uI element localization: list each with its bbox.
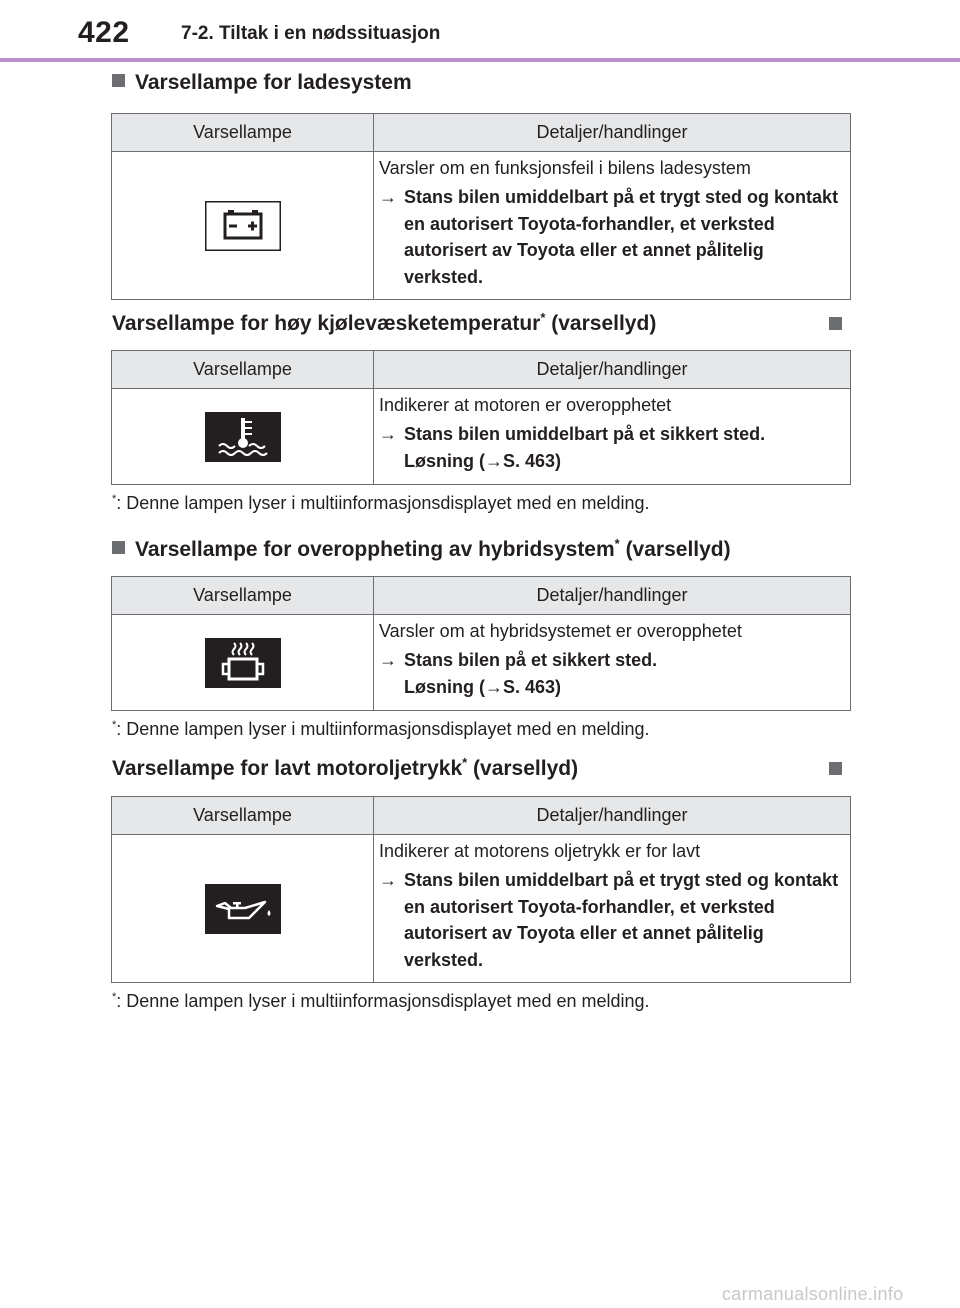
- col-header-details: Detaljer/handlinger: [374, 351, 851, 389]
- description-text: Indikerer at motoren er overopphetet: [379, 395, 672, 415]
- footnote-text: : Denne lampen lyser i multiinformasjonsdisplayet med en melding.: [116, 991, 650, 1011]
- square-bullet-icon: [112, 541, 125, 554]
- heading-hybrid-overheat: [112, 536, 850, 562]
- action-text: [379, 421, 840, 474]
- solution-prefix: Løsning (: [404, 676, 485, 697]
- col-header-lamp: Varsellampe: [112, 351, 374, 389]
- section-title: 7-2. Tiltak i en nødssituasjon: [181, 23, 441, 44]
- page-header: [0, 0, 960, 62]
- heading-coolant-temperature: [112, 310, 850, 336]
- heading-oil-pressure: [112, 755, 850, 781]
- arrow-icon: →: [379, 650, 397, 670]
- hybrid-overheat-icon: [205, 638, 281, 688]
- footnote: [112, 719, 650, 740]
- warning-table-charging: [111, 113, 851, 300]
- heading-suffix: (varsellyd): [619, 538, 731, 561]
- col-header-details: Detaljer/handlinger: [374, 797, 851, 835]
- action-instruction: Stans bilen på et sikkert sted.: [404, 650, 658, 670]
- square-bullet-icon: [829, 762, 842, 775]
- heading-text: Varsellampe for overoppheting av hybridsystem: [135, 538, 615, 561]
- footnote: [112, 493, 650, 514]
- footnote: [112, 991, 650, 1012]
- footnote-text: : Denne lampen lyser i multiinformasjonsdisplayet med en melding.: [116, 493, 650, 513]
- detail-cell: [374, 152, 851, 300]
- col-header-lamp: Varsellampe: [112, 797, 374, 835]
- asterisk-mark: *: [614, 536, 620, 551]
- icon-cell: [112, 389, 374, 485]
- heading-suffix: (varsellyd): [545, 312, 657, 335]
- detail-cell: [374, 835, 851, 983]
- icon-cell: [112, 152, 374, 300]
- footnote-text: : Denne lampen lyser i multiinformasjonsdisplayet med en melding.: [116, 719, 650, 739]
- solution-prefix: Løsning (: [404, 450, 485, 471]
- action-instruction: Stans bilen umiddelbart på et trygt sted og kontakt en autorisert Toyota-forhandler, et verksted autorisert av Toyota eller et annet pålitelig verksted.: [404, 870, 839, 970]
- header-divider: [0, 58, 960, 62]
- arrow-icon: →: [484, 450, 503, 471]
- col-header-details: Detaljer/handlinger: [374, 114, 851, 152]
- col-header-lamp: Varsellampe: [112, 577, 374, 615]
- arrow-icon: →: [484, 676, 503, 697]
- heading-text: Varsellampe for høy kjølevæsketemperatur: [112, 312, 541, 335]
- description-text: Indikerer at motorens oljetrykk er for lavt: [379, 841, 701, 861]
- square-bullet-icon: [829, 317, 842, 330]
- arrow-icon: →: [379, 187, 397, 207]
- battery-warning-icon: [205, 201, 281, 251]
- warning-table-hybrid: [111, 576, 851, 711]
- asterisk-mark: *: [112, 991, 117, 1003]
- icon-cell: [112, 835, 374, 983]
- warning-table-coolant: [111, 350, 851, 485]
- action-text: [379, 647, 840, 700]
- coolant-temperature-icon: [205, 412, 281, 462]
- asterisk-mark: *: [112, 493, 117, 505]
- action-text: [379, 184, 840, 290]
- detail-cell: [374, 615, 851, 711]
- arrow-icon: →: [379, 870, 397, 890]
- action-instruction: Stans bilen umiddelbart på et trygt sted og kontakt en autorisert Toyota-forhandler, et verksted autorisert av Toyota eller et annet pålitelig verksted.: [404, 187, 839, 287]
- action-instruction: Stans bilen umiddelbart på et sikkert sted.: [404, 424, 766, 444]
- square-bullet-icon: [112, 74, 125, 87]
- oil-pressure-icon: [205, 884, 281, 934]
- page-reference-link[interactable]: S. 463): [502, 450, 562, 471]
- description-text: Varsler om at hybridsystemet er overopphetet: [379, 621, 742, 641]
- warning-table-oil: [111, 796, 851, 983]
- watermark: carmanualsonline.info: [722, 1284, 904, 1304]
- asterisk-mark: *: [462, 755, 468, 770]
- heading-text: Varsellampe for lavt motoroljetrykk: [112, 757, 463, 780]
- action-text: [379, 867, 840, 973]
- page-number: 422: [78, 16, 130, 49]
- col-header-details: Detaljer/handlinger: [374, 577, 851, 615]
- asterisk-mark: *: [112, 719, 117, 731]
- detail-cell: [374, 389, 851, 485]
- arrow-icon: →: [379, 424, 397, 444]
- heading-text: Varsellampe for ladesystem: [135, 71, 412, 94]
- heading-charging-system: [112, 71, 850, 95]
- asterisk-mark: *: [540, 310, 546, 325]
- heading-suffix: (varsellyd): [467, 757, 579, 780]
- description-text: Varsler om en funksjonsfeil i bilens ladesystem: [379, 158, 751, 178]
- icon-cell: [112, 615, 374, 711]
- page-reference-link[interactable]: S. 463): [502, 676, 562, 697]
- col-header-lamp: Varsellampe: [112, 114, 374, 152]
